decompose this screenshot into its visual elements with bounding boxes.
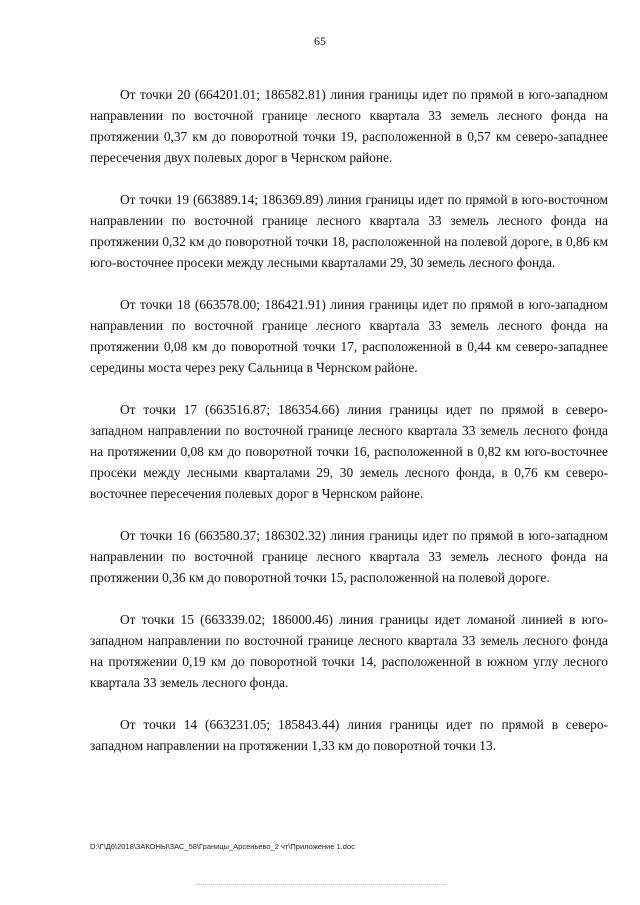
paragraph-point-15: От точки 15 (663339.02; 186000.46) линия границы идет ломаной линией в юго-западном направлении по восточной границе лесного квартала 33 земель лесного фонда на протяжении 0,19 км до поворотной точки 14, расположенной в южном углу лесного квартала 33 земель лесного фонда. [90,612,608,690]
scan-artifact-line [196,884,446,888]
paragraph-point-14: От точки 14 (663231.05; 185843.44) линия границы идет по прямой в северо-западном направлении на протяжении 1,33 км до поворотной точки 13. [90,717,608,753]
paragraph-point-20: От точки 20 (664201.01; 186582.81) линия границы идет по прямой в юго-западном направлении по восточной границе лесного квартала 33 земель лесного фонда на протяжении 0,37 км до поворотной точки 19, расположенной в 0,57 км северо-западнее пересечения двух полевых дорог в Чернском районе. [90,87,608,165]
paragraph-point-16: От точки 16 (663580.37; 186302.32) линия границы идет по прямой в юго-западном направлении по восточной границе лесного квартала 33 земель лесного фонда на протяжении 0,36 км до поворотной точки 15, расположенной на полевой дороге. [90,528,608,585]
paragraph-point-19: От точки 19 (663889.14; 186369.89) линия границы идет по прямой в юго-восточном направлении по восточной границе лесного квартала 33 земель лесного фонда на протяжении 0,32 км до поворотной точки 18, расположенной на полевой дороге, в 0,86 км юго-восточнее просеки между лесными кварталами 29, 30 земель лесного фонда. [90,192,608,270]
paragraph-point-17: От точки 17 (663516.87; 186354.66) линия границы идет по прямой в северо-западном направлении по восточной границе лесного квартала 33 земель лесного фонда на протяжении 0,08 км до поворотной точки 16, расположенной в 0,82 км юго-восточнее просеки между лесными кварталами 29, 30 земель лесного фонда, в 0,76 км северо-восточнее пересечения полевых дорог в Чернском районе. [90,402,608,501]
document-body [90,84,608,777]
paragraph-point-18: От точки 18 (663578.00; 186421.91) линия границы идет по прямой в юго-западном направлении по восточной границе лесного квартала 33 земель лесного фонда на протяжении 0,08 км до поворотной точки 17, расположенной в 0,44 км северо-западнее середины моста через реку Сальница в Чернском районе. [90,297,608,375]
page-number: 65 [314,34,326,48]
footer-file-path: D:\Г\Д6\2018\ЗАКОНЫ\ЗАС_58\Границы_Арсеньево_2 чт\Приложение 1.doc [90,842,355,851]
